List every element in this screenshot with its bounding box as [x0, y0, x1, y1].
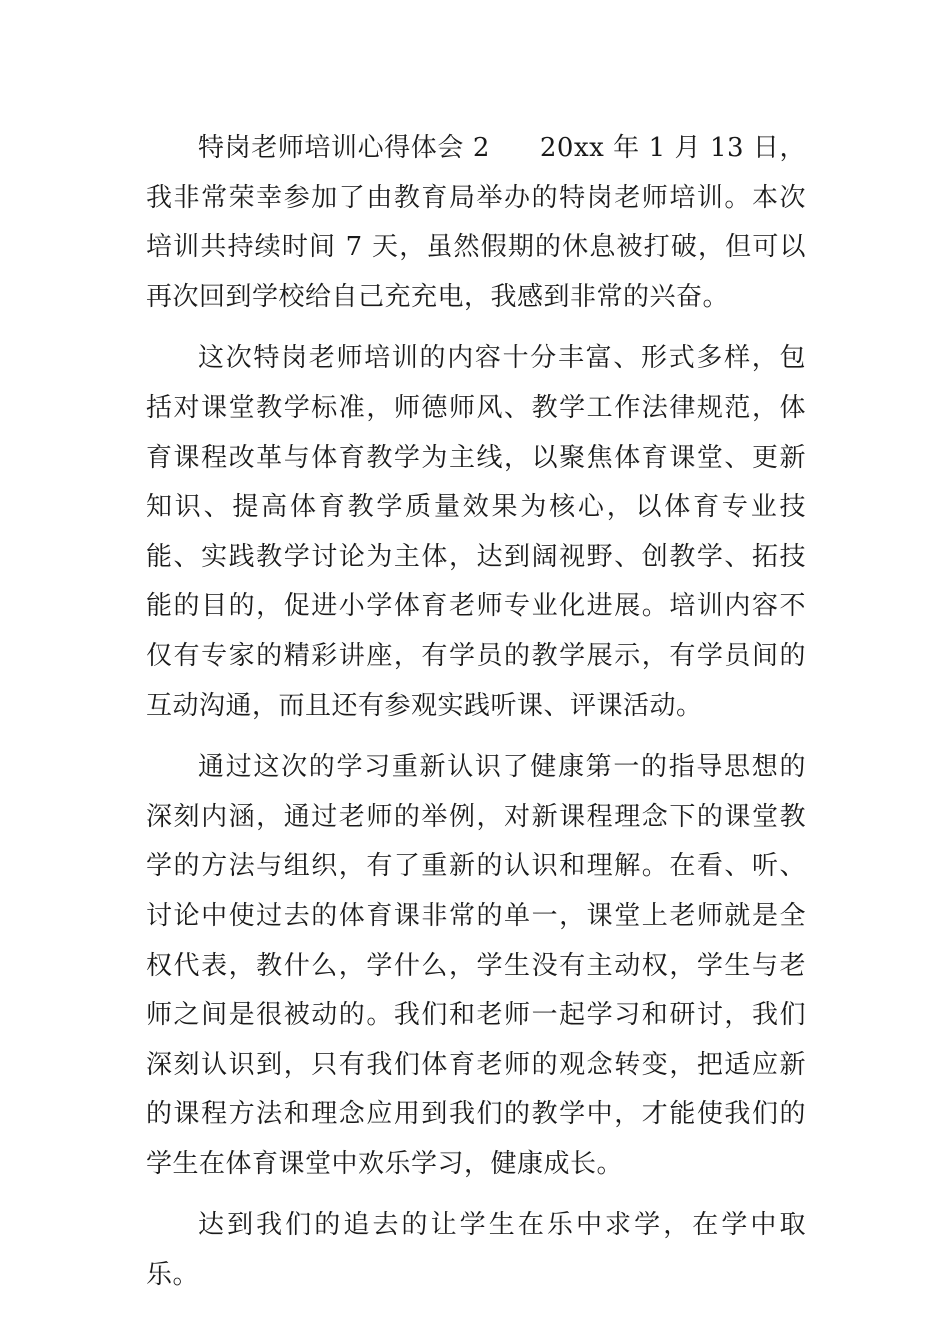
paragraph-4: 达到我们的追去的让学生在乐中求学，在学中取乐。: [146, 1210, 806, 1291]
paragraph-1-text: 20xx 年 1 月 13 日，我非常荣幸参加了由教育局举办的特岗老师培训。本次培训共持续时间 7 天，虽然假期的休息被打破，但可以再次回到学校给自己充充电，我感到非常的兴奋。: [146, 133, 806, 312]
paragraph-1: [146, 124, 806, 322]
paragraph-2: 这次特岗老师培训的内容十分丰富、形式多样，包括对课堂教学标准，师德师风、教学工作法律规范，体育课程改革与体育教学为主线，以聚焦体育课堂、更新知识、提高体育教学质量效果为核心，以体育专业技能、实践教学讨论为主体，达到阔视野、创教学、拓技能的目的，促进小学体育老师专业化进展。培训内容不仅有专家的精彩讲座，有学员的教学展示，有学员间的互动沟通，而且还有参观实践听课、评课活动。: [146, 343, 806, 721]
document-title: 特岗老师培训心得体会 2: [198, 133, 490, 163]
document-body: [146, 124, 806, 1313]
paragraph-3: 通过这次的学习重新认识了健康第一的指导思想的深刻内涵，通过老师的举例，对新课程理念下的课堂教学的方法与组织，有了重新的认识和理解。在看、听、讨论中使过去的体育课非常的单一，课堂上老师就是全权代表，教什么，学什么，学生没有主动权，学生与老师之间是很被动的。我们和老师一起学习和研讨，我们深刻认识到，只有我们体育老师的观念转变，把适应新的课程方法和理念应用到我们的教学中，才能使我们的学生在体育课堂中欢乐学习，健康成长。: [146, 752, 806, 1179]
